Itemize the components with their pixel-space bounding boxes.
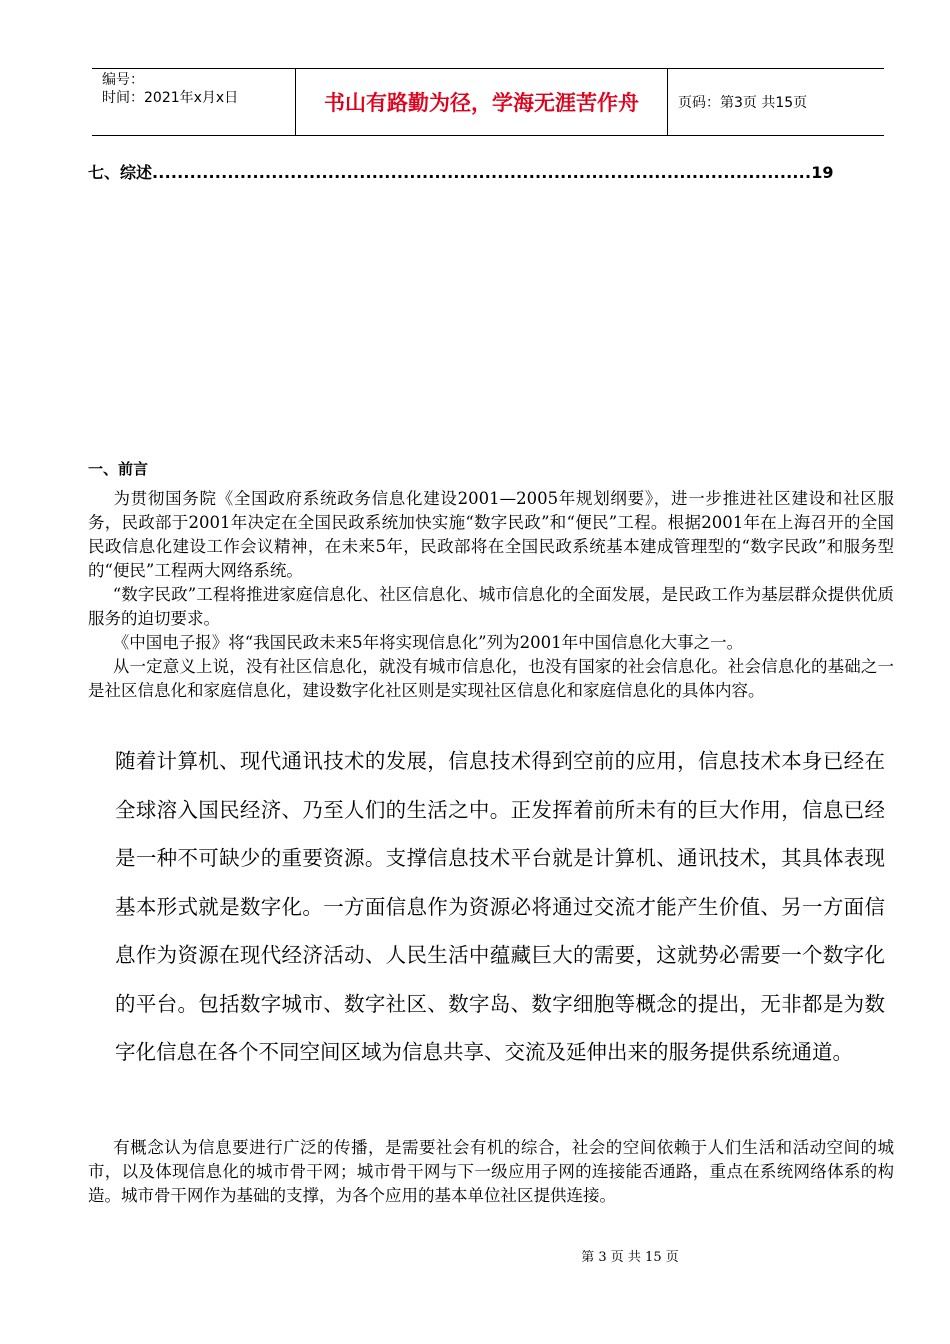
header-meta-cell [92, 69, 295, 135]
toc-leader-dots: ......................................................................................................... [152, 163, 812, 182]
paragraph-community-info: 从一定意义上说，没有社区信息化，就没有城市信息化，也没有国家的社会信息化。社会信息化的基础之一是社区信息化和家庭信息化，建设数字化社区则是实现社区信息化和家庭信息化的具体内容。 [88, 657, 894, 700]
serial-label: 编号： [102, 72, 144, 88]
toc-entry-label: 七、综述 [88, 163, 153, 182]
header-page-info: 页码：第3页 共15页 [678, 95, 808, 111]
section-title: 一、前言 [88, 460, 149, 478]
time-label: 时间：2021年x月x日 [102, 90, 239, 106]
paragraph-large-tech: 随着计算机、现代通讯技术的发展，信息技术得到空前的应用，信息技术本身已经在全球溶入国民经济、乃至人们的生活之中。正发挥着前所未有的巨大作用，信息已经是一种不可缺少的重要资源。支撑信息技术平台就是计算机、通讯技术，其具体表现基本形式就是数字化。一方面信息作为资源必将通过交流才能产生价值、另一方面信息作为资源在现代经济活动、人民生活中蕴藏巨大的需要，这就势必需要一个数字化的平台。包括数字城市、数字社区、数字岛、数字细胞等概念的提出，无非都是为数字化信息在各个不同空间区域为信息共享、交流及延伸出来的服务提供系统通道。 [115, 749, 885, 1064]
toc-entry[interactable] [88, 160, 834, 183]
paragraph-backbone: 有概念认为信息要进行广泛的传播，是需要社会有机的综合，社会的空间依赖于人们生活和活动空间的城市，以及体现信息化的城市骨干网；城市骨干网与下一级应用子网的连接能否通路，重点在系统网络体系的构造。城市骨干网作为基础的支撑，为各个应用的基本单位社区提供连接。 [88, 1138, 894, 1205]
paragraph-intro: 为贯彻国务院《全国政府系统政务信息化建设2001—2005年规划纲要》，进一步推进社区建设和社区服务，民政部于2001年决定在全国民政系统加快实施“数字民政”和“便民”工程。根据2001年在上海召开的全国民政信息化建设工作会议精神，在未来5年，民政部将在全国民政系统基本建成管理型的“数字民政”和服务型的“便民”工程两大网络系统。 [88, 489, 894, 580]
paragraph-digital-civil: “数字民政”工程将推进家庭信息化、社区信息化、城市信息化的全面发展，是民政工作为基层群众提供优质服务的迫切要求。 [88, 585, 894, 628]
paragraph-electronics-news: 《中国电子报》将“我国民政未来5年将实现信息化”列为2001年中国信息化大事之一。 [112, 633, 744, 652]
header-motto: 书山有路勤为径，学海无涯苦作舟 [295, 69, 668, 135]
document-header-table [92, 68, 884, 136]
toc-entry-page: 19 [811, 163, 834, 182]
footer-page-number: 第 3 页 共 15 页 [581, 1250, 679, 1265]
page-footer [0, 1246, 950, 1265]
